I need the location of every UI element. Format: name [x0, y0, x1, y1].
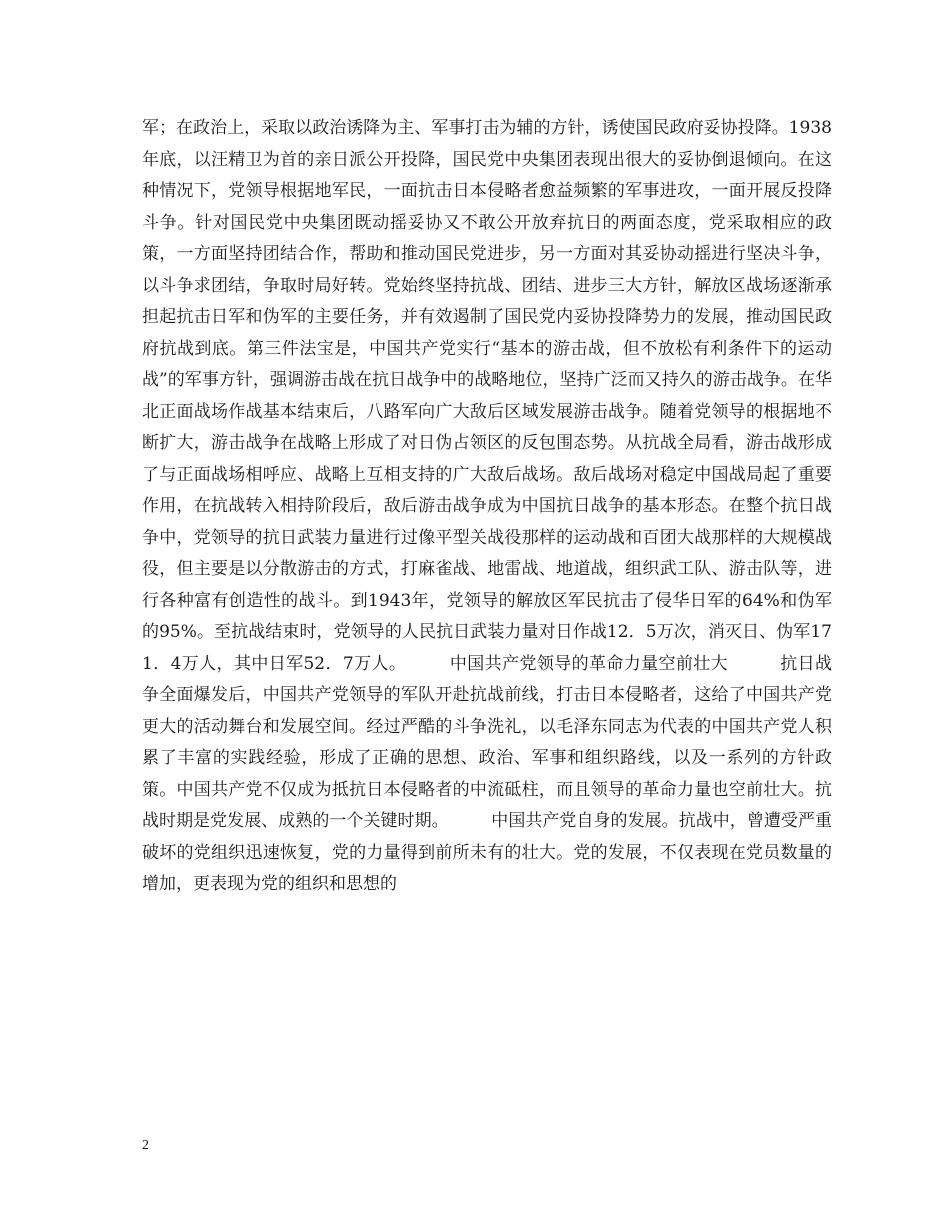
- page-number: 2: [142, 1138, 149, 1153]
- body-paragraph: 军；在政治上，采取以政治诱降为主、军事打击为辅的方针，诱使国民政府妥协投降。1938年底，以汪精卫为首的亲日派公开投降，国民党中央集团表现出很大的妥协倒退倾向。在这种情况下，党领导根据地军民，一面抗击日本侵略者愈益频繁的军事进攻，一面开展反投降斗争。针对国民党中央集团既动摇妥协又不敢公开放弃抗日的两面态度，党采取相应的政策，一方面坚持团结合作，帮助和推动国民党进步，另一方面对其妥协动摇进行坚决斗争，以斗争求团结，争取时局好转。党始终坚持抗战、团结、进步三大方针，解放区战场逐渐承担起抗击日军和伪军的主要任务，并有效遏制了国民党内妥协投降势力的发展，推动国民政府抗战到底。第三件法宝是，中国共产党实行“基本的游击战，但不放松有利条件下的运动战”的军事方针，强调游击战在抗日战争中的战略地位，坚持广泛而又持久的游击战争。在华北正面战场作战基本结束后，八路军向广大敌后区域发展游击战争。随着党领导的根据地不断扩大，游击战争在战略上形成了对日伪占领区的反包围态势。从抗战全局看，游击战形成了与正面战场相呼应、战略上互相支持的广大敌后战场。敌后战场对稳定中国战局起了重要作用，在抗战转入相持阶段后，敌后游击战争成为中国抗日战争的基本形态。在整个抗日战争中，党领导的抗日武装力量进行过像平型关战役那样的运动战和百团大战那样的大规模战役，但主要是以分散游击的方式，打麻雀战、地雷战、地道战，组织武工队、游击队等，进行各种富有创造性的战斗。到1943年，党领导的解放区军民抗击了侵华日军的64%和伪军的95%。至抗战结束时，党领导的人民抗日武装力量对日作战12．5万次，消灭日、伪军171．4万人，其中日军52．7万人。 中国共产党领导的革命力量空前壮大 抗日战争全面爆发后，中国共产党领导的军队开赴抗战前线，打击日本侵略者，这给了中国共产党更大的活动舞台和发展空间。经过严酷的斗争洗礼，以毛泽东同志为代表的中国共产党人积累了丰富的实践经验，形成了正确的思想、政治、军事和组织路线，以及一系列的方针政策。中国共产党不仅成为抵抗日本侵略者的中流砥柱，而且领导的革命力量也空前壮大。抗战时期是党发展、成熟的一个关键时期。 中国共产党自身的发展。抗战中，曾遭受严重破坏的党组织迅速恢复，党的力量得到前所未有的壮大。党的发展，不仅表现在党员数量的增加，更表现为党的组织和思想的: [142, 118, 832, 894]
